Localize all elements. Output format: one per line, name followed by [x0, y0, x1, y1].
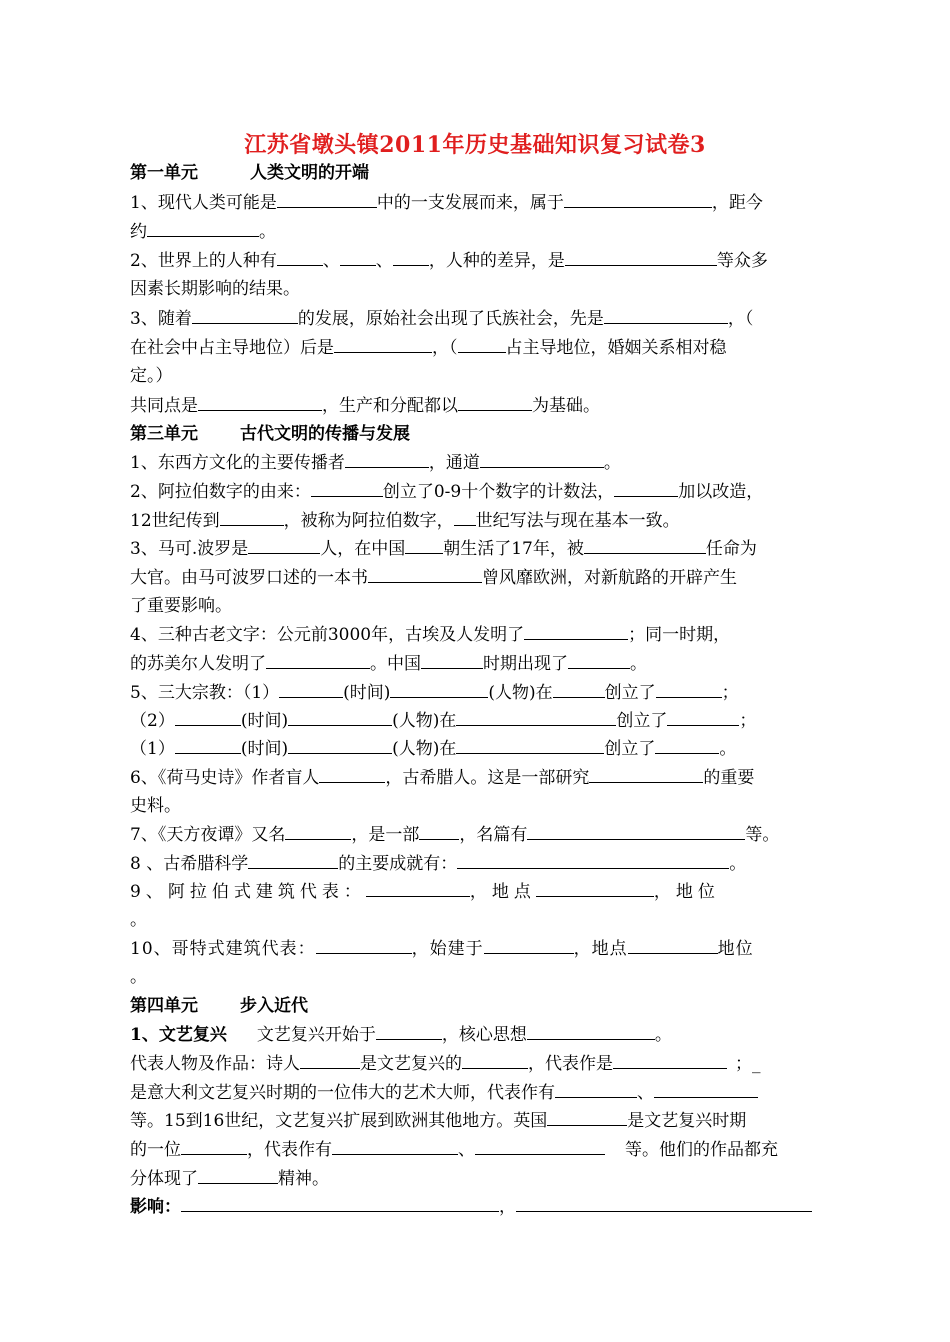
answer-blank[interactable]	[458, 336, 506, 353]
u3-q2-line1	[130, 480, 763, 503]
answer-blank[interactable]	[288, 737, 392, 754]
answer-blank[interactable]	[285, 823, 351, 840]
answer-blank[interactable]	[248, 852, 338, 869]
answer-blank[interactable]	[405, 537, 443, 554]
u3-q4-text: 时期出现了	[483, 654, 568, 674]
answer-blank[interactable]	[656, 681, 722, 698]
answer-blank[interactable]	[462, 1052, 528, 1069]
u3-q3-text: 3、马可.波罗是	[130, 539, 249, 559]
answer-blank[interactable]	[175, 737, 241, 754]
u1-q1-text: 约	[130, 222, 147, 242]
answer-blank[interactable]	[340, 249, 376, 266]
answer-blank[interactable]	[175, 709, 241, 726]
u3-q7-text: ，名篇有	[459, 825, 528, 845]
u3-q7-text: ，是一部	[351, 825, 420, 845]
u3-q10-line1	[130, 937, 754, 960]
answer-blank[interactable]	[655, 737, 719, 754]
u3-q2-line2	[130, 509, 680, 532]
answer-blank[interactable]	[421, 652, 483, 669]
answer-blank[interactable]	[527, 823, 745, 840]
u3-q6-text: ，古希腊人。这是一部研究	[385, 768, 590, 788]
u1-q1-line1	[130, 191, 763, 214]
u4-r1-text: 。	[654, 1025, 672, 1045]
answer-blank[interactable]	[393, 249, 429, 266]
u3-q3-text: 人，在中国	[320, 539, 406, 559]
u3-q6-text: 6、《荷马史诗》作者盲人	[130, 768, 320, 788]
u1-q2-text: ，人种的差异，是	[428, 251, 565, 271]
u4-r4-text: 是文艺复兴时期	[627, 1111, 747, 1131]
answer-blank[interactable]	[311, 480, 383, 497]
answer-blank[interactable]	[376, 1023, 442, 1040]
u3-q5-text: (人物)在	[488, 683, 553, 703]
answer-blank[interactable]	[454, 509, 476, 526]
answer-blank[interactable]	[553, 681, 605, 698]
u1-q1-text: 中的一支发展而来，属于	[376, 193, 564, 213]
answer-blank[interactable]	[475, 1138, 605, 1155]
u3-q5-text: ；	[721, 683, 739, 703]
u3-q1-text: ，通道	[428, 453, 480, 473]
u1-q1-line2	[130, 220, 276, 243]
u3-q3-text: 了重要影响。	[130, 596, 232, 616]
u1-q3-text: 3、随着	[130, 309, 192, 329]
answer-blank[interactable]	[277, 191, 377, 208]
u4-r1-text: 文艺复兴开始于	[256, 1025, 376, 1045]
u1-q1-text: 1、现代人类可能是	[130, 193, 277, 213]
u3-q4-text: 。	[630, 654, 647, 674]
answer-blank[interactable]	[390, 681, 488, 698]
u3-q5-line1	[130, 681, 739, 704]
u4-r7-text: ，	[499, 1197, 516, 1217]
unit3-heading: 第三单元	[130, 424, 198, 444]
u4-r2-text: ，代表作是	[528, 1054, 613, 1074]
u3-q10-text: ，始建于	[411, 939, 484, 959]
unit3-subtitle: 古代文明的传播与发展	[240, 424, 410, 444]
u4-r7-line	[130, 1195, 812, 1218]
u3-q10-text: 。	[130, 967, 147, 987]
u3-q2-text: ，被称为阿拉伯数字，	[283, 511, 454, 531]
u3-q10-line2	[130, 966, 147, 988]
u3-q1-text: 1、东西方文化的主要传播者	[130, 453, 345, 473]
u1-q3-text: 共同点是	[130, 396, 198, 416]
unit4-heading-line	[130, 995, 308, 1017]
answer-blank[interactable]	[536, 880, 654, 897]
u4-r5-text: 等。他们的作品都充	[625, 1140, 778, 1160]
u3-q3-line2	[130, 566, 737, 589]
u3-q9-text: 9、阿拉伯式建筑代表：	[130, 882, 366, 902]
answer-blank[interactable]	[147, 220, 259, 237]
u3-q3-text: 任命为	[705, 539, 757, 559]
unit1-heading-line	[130, 162, 369, 184]
u1-q3-text: ，生产和分配都以	[322, 396, 458, 416]
u1-q2-text: 、	[322, 251, 340, 271]
u3-q5-line3	[130, 737, 736, 760]
u4-r1-line	[130, 1023, 672, 1046]
u4-r2-text: 代表人物及作品：诗人	[130, 1054, 300, 1074]
answer-blank[interactable]	[192, 307, 298, 324]
u3-q10-text: ，地点	[573, 939, 628, 959]
u3-q9-text: ，地点	[469, 882, 536, 902]
u4-r1-text: ，核心思想	[441, 1025, 527, 1045]
answer-blank[interactable]	[654, 1081, 758, 1098]
answer-blank[interactable]	[628, 937, 718, 954]
u3-q5-text: （1）	[130, 739, 175, 759]
u3-q7-text: 等。	[745, 825, 780, 845]
answer-blank[interactable]	[181, 1195, 499, 1212]
u4-influence-label: 影响：	[130, 1197, 181, 1217]
answer-blank[interactable]	[300, 1052, 360, 1069]
u1-q2-line1	[130, 249, 768, 272]
u3-q6-line2	[130, 795, 181, 817]
u4-r5-text: 、	[458, 1140, 475, 1160]
u3-q5-text: 创立了	[604, 739, 656, 759]
u3-q5-text: (人物)在	[392, 739, 457, 759]
u3-q5-text: 创立了	[616, 711, 668, 731]
u4-r3-text: 、	[637, 1083, 654, 1103]
answer-blank[interactable]	[419, 823, 459, 840]
u1-q3-text: 为基础。	[532, 396, 600, 416]
answer-blank[interactable]	[524, 623, 628, 640]
answer-blank[interactable]	[480, 451, 604, 468]
u3-q7-line	[130, 823, 779, 846]
answer-blank[interactable]	[345, 451, 429, 468]
u3-q6-text: 的重要	[703, 768, 755, 788]
u3-q5-text: (人物)在	[392, 711, 457, 731]
answer-blank[interactable]	[613, 1052, 727, 1069]
u1-q3-text: 在社会中占主导地位）后是	[130, 338, 334, 358]
u4-r2-text: ；	[735, 1054, 752, 1074]
u3-q4-text: 4、三种古老文字：公元前3000年，古埃及人发明了	[130, 625, 525, 645]
u3-q9-text: ，地位	[653, 882, 720, 902]
u1-q3-text: ，（	[432, 338, 458, 358]
u3-q8-text: 8 、古希腊科学	[130, 854, 249, 874]
answer-blank[interactable]	[516, 1195, 812, 1212]
answer-blank[interactable]	[555, 1081, 637, 1098]
answer-blank[interactable]	[198, 394, 322, 411]
u3-q5-text: ；	[739, 711, 757, 731]
answer-blank[interactable]	[316, 937, 412, 954]
u3-q5-text: (时间)	[240, 711, 289, 731]
u4-r4-line	[130, 1109, 746, 1132]
u4-r3-text: 是意大利文艺复兴时期的一位伟大的艺术大师，代表作有	[130, 1083, 555, 1103]
u3-q4-text: ；同一时期，	[628, 625, 731, 645]
u3-q4-line1	[130, 623, 730, 646]
u3-q6-text: 史料。	[130, 796, 181, 816]
answer-blank[interactable]	[547, 1109, 627, 1126]
answer-blank[interactable]	[248, 537, 320, 554]
u3-q9-text: 。	[130, 910, 147, 930]
u4-r6-text: 精神。	[278, 1169, 329, 1189]
u3-q2-text: 加以改造，	[678, 482, 764, 502]
u1-q3-line2	[130, 336, 727, 359]
unit3-heading-line	[130, 423, 410, 445]
answer-blank[interactable]	[484, 937, 574, 954]
answer-blank[interactable]	[319, 766, 385, 783]
answer-blank[interactable]	[589, 766, 703, 783]
answer-blank[interactable]	[220, 509, 284, 526]
page-title: 江苏省墩头镇2011年历史基础知识复习试卷3	[244, 132, 706, 158]
u4-r2-text: _	[752, 1054, 761, 1074]
u4-r5-text: 的一位	[130, 1140, 181, 1160]
u3-q3-text: 曾风靡欧洲，对新航路的开辟产生	[482, 568, 737, 588]
answer-blank[interactable]	[667, 709, 739, 726]
u4-r2-line	[130, 1052, 761, 1075]
unit4-subtitle: 步入近代	[240, 996, 308, 1016]
u1-q3-text: 定。）	[130, 366, 173, 386]
u3-q5-text: 创立了	[604, 683, 656, 703]
u3-q1-text: 。	[603, 453, 621, 473]
u1-q3-line3	[130, 365, 173, 387]
answer-blank[interactable]	[458, 394, 532, 411]
u1-q2-text: 等众多	[716, 251, 768, 271]
answer-blank[interactable]	[332, 1138, 458, 1155]
u3-q5-text: (时间)	[343, 683, 391, 703]
answer-blank[interactable]	[456, 737, 604, 754]
u3-q9-line2	[130, 909, 147, 931]
answer-blank[interactable]	[604, 307, 728, 324]
answer-blank[interactable]	[565, 249, 717, 266]
u4-r6-line	[130, 1167, 329, 1190]
u1-q3-line1	[130, 307, 753, 330]
answer-blank[interactable]	[614, 480, 678, 497]
u3-q2-text: 12世纪传到	[130, 511, 220, 531]
answer-blank[interactable]	[456, 709, 616, 726]
u1-q3-text: 占主导地位，婚姻关系相对稳	[505, 338, 727, 358]
u3-q5-text: 。	[719, 739, 737, 759]
unit4-heading: 第四单元	[130, 996, 198, 1016]
u3-q2-text: 创立了0-9十个数字的计数法，	[382, 482, 615, 502]
u3-q3-text: 大官。由马可波罗口述的一本书	[130, 568, 368, 588]
u1-q3-text: ，（	[727, 309, 754, 329]
u3-q4-text: 的苏美尔人发明了	[130, 654, 266, 674]
u1-q2-text: 、	[375, 251, 393, 271]
u1-q3-line4	[130, 394, 600, 417]
u3-q8-line	[130, 852, 746, 875]
u1-q1-text: ，距今	[711, 193, 763, 213]
answer-blank[interactable]	[198, 1167, 278, 1184]
answer-blank[interactable]	[564, 191, 712, 208]
u3-q10-text: 地位	[717, 939, 754, 959]
u3-q10-text: 10、哥特式建筑代表：	[130, 939, 316, 959]
u3-q4-text: 。中国	[370, 654, 421, 674]
u4-r6-text: 分体现了	[130, 1169, 198, 1189]
u3-q5-line2	[130, 709, 756, 732]
u3-q8-text: 的主要成就有：	[338, 854, 458, 874]
u3-q6-line1	[130, 766, 754, 789]
answer-blank[interactable]	[368, 566, 482, 583]
unit1-subtitle: 人类文明的开端	[250, 163, 369, 183]
u3-q1-line	[130, 451, 621, 474]
u3-q7-text: 7、《天方夜谭》又名	[130, 825, 286, 845]
u3-q5-text: (时间)	[240, 739, 289, 759]
u4-r5-line	[130, 1138, 778, 1161]
answer-blank[interactable]	[181, 1138, 247, 1155]
answer-blank[interactable]	[584, 537, 706, 554]
answer-blank[interactable]	[334, 336, 432, 353]
u1-q2-line2	[130, 278, 300, 300]
answer-blank[interactable]	[527, 1023, 655, 1040]
answer-blank[interactable]	[277, 249, 323, 266]
answer-blank[interactable]	[266, 652, 370, 669]
u3-q3-line3	[130, 595, 232, 617]
u3-q5-text: （2）	[130, 711, 175, 731]
u1-q2-text: 2、世界上的人种有	[130, 251, 277, 271]
u3-q2-text: 世纪写法与现在基本一致。	[475, 511, 680, 531]
u1-q2-text: 因素长期影响的结果。	[130, 279, 300, 299]
u3-q2-text: 2、阿拉伯数字的由来：	[130, 482, 311, 502]
u3-q5-text: 5、三大宗教：（1）	[130, 683, 280, 703]
answer-blank[interactable]	[568, 652, 630, 669]
u4-renaissance-heading: 1、文艺复兴	[130, 1025, 227, 1045]
u3-q4-line2	[130, 652, 647, 675]
u4-r2-text: 是文艺复兴的	[360, 1054, 462, 1074]
unit1-heading: 第一单元	[130, 163, 198, 183]
answer-blank[interactable]	[288, 709, 392, 726]
u1-q1-text: 。	[259, 222, 276, 242]
u3-q9-line1	[130, 880, 720, 903]
u1-q3-text: 的发展，原始社会出现了氏族社会，先是	[297, 309, 604, 329]
answer-blank[interactable]	[457, 852, 729, 869]
u3-q3-line1	[130, 537, 757, 560]
answer-blank[interactable]	[366, 880, 470, 897]
answer-blank[interactable]	[279, 681, 343, 698]
u4-r3-line	[130, 1081, 758, 1104]
u3-q8-text: 。	[729, 854, 747, 874]
u4-r5-text: ，代表作有	[247, 1140, 332, 1160]
u4-r4-text: 等。15到16世纪，文艺复兴扩展到欧洲其他地方。英国	[130, 1111, 548, 1131]
u3-q3-text: 朝生活了17年，被	[443, 539, 584, 559]
